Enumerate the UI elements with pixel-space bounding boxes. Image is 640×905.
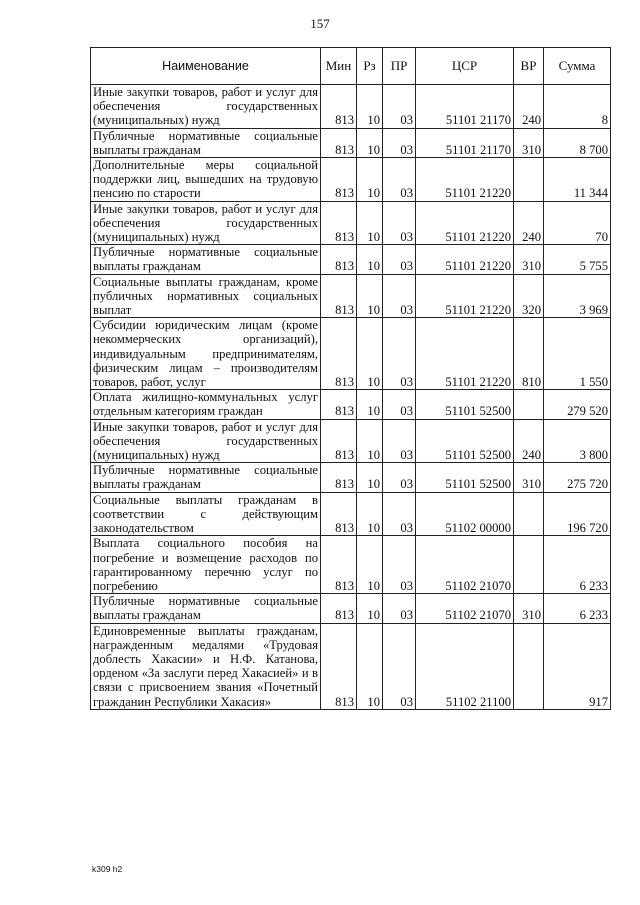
table-row <box>91 594 611 623</box>
row-csr: 51101 52500 <box>416 463 514 492</box>
row-sum: 196 720 <box>544 492 611 536</box>
row-name: Дополнительные меры социальной поддержки лиц, вышедших на трудовую пенсию по старости <box>91 158 321 202</box>
table-row <box>91 201 611 245</box>
row-rz: 10 <box>357 594 383 623</box>
row-vr <box>514 158 544 202</box>
row-pr: 03 <box>383 536 416 594</box>
row-sum: 279 520 <box>544 390 611 419</box>
row-csr: 51101 21170 <box>416 85 514 129</box>
row-pr: 03 <box>383 594 416 623</box>
table-row <box>91 245 611 274</box>
row-name: Иные закупки товаров, работ и услуг для обеспечения государственных (муниципальных) нужд <box>91 201 321 245</box>
row-min: 813 <box>321 245 357 274</box>
row-sum: 3 969 <box>544 274 611 318</box>
row-csr: 51102 21070 <box>416 594 514 623</box>
row-rz: 10 <box>357 245 383 274</box>
header-sum: Сумма <box>544 48 611 85</box>
row-name: Оплата жилищно-коммунальных услуг отдельным категориям граждан <box>91 390 321 419</box>
row-pr: 03 <box>383 318 416 390</box>
table-row <box>91 536 611 594</box>
row-min: 813 <box>321 85 357 129</box>
header-rz: Рз <box>357 48 383 85</box>
row-pr: 03 <box>383 390 416 419</box>
row-name: Иные закупки товаров, работ и услуг для обеспечения государственных (муниципальных) нужд <box>91 85 321 129</box>
row-name: Публичные нормативные социальные выплаты гражданам <box>91 594 321 623</box>
table-row <box>91 390 611 419</box>
row-rz: 10 <box>357 463 383 492</box>
row-csr: 51101 21170 <box>416 128 514 157</box>
row-pr: 03 <box>383 463 416 492</box>
row-min: 813 <box>321 419 357 463</box>
table-row <box>91 274 611 318</box>
row-rz: 10 <box>357 390 383 419</box>
row-name: Публичные нормативные социальные выплаты гражданам <box>91 245 321 274</box>
row-name: Иные закупки товаров, работ и услуг для обеспечения государственных (муниципальных) нужд <box>91 419 321 463</box>
row-csr: 51101 21220 <box>416 245 514 274</box>
row-csr: 51101 21220 <box>416 318 514 390</box>
row-rz: 10 <box>357 274 383 318</box>
row-name: Социальные выплаты гражданам, кроме публичных нормативных социальных выплат <box>91 274 321 318</box>
row-vr: 310 <box>514 594 544 623</box>
row-sum: 70 <box>544 201 611 245</box>
row-sum: 6 233 <box>544 594 611 623</box>
row-vr: 310 <box>514 463 544 492</box>
row-name: Выплата социального пособия на погребение и возмещение расходов по гарантированному перечню услуг по погребению <box>91 536 321 594</box>
row-min: 813 <box>321 594 357 623</box>
row-vr: 810 <box>514 318 544 390</box>
row-name: Публичные нормативные социальные выплаты гражданам <box>91 463 321 492</box>
row-min: 813 <box>321 536 357 594</box>
row-pr: 03 <box>383 201 416 245</box>
row-rz: 10 <box>357 201 383 245</box>
row-vr: 240 <box>514 85 544 129</box>
row-pr: 03 <box>383 128 416 157</box>
table-row <box>91 128 611 157</box>
row-rz: 10 <box>357 419 383 463</box>
row-csr: 51102 21100 <box>416 623 514 709</box>
row-vr: 240 <box>514 419 544 463</box>
row-rz: 10 <box>357 128 383 157</box>
row-min: 813 <box>321 463 357 492</box>
table-row <box>91 318 611 390</box>
row-name: Социальные выплаты гражданам в соответствии с действующим законодательством <box>91 492 321 536</box>
row-sum: 5 755 <box>544 245 611 274</box>
table-row <box>91 492 611 536</box>
row-pr: 03 <box>383 419 416 463</box>
row-csr: 51101 52500 <box>416 419 514 463</box>
row-min: 813 <box>321 318 357 390</box>
table-header-row <box>91 48 611 85</box>
row-csr: 51102 00000 <box>416 492 514 536</box>
row-pr: 03 <box>383 85 416 129</box>
page-number: 157 <box>310 16 330 31</box>
row-sum: 11 344 <box>544 158 611 202</box>
row-rz: 10 <box>357 623 383 709</box>
row-sum: 6 233 <box>544 536 611 594</box>
row-pr: 03 <box>383 274 416 318</box>
row-vr <box>514 536 544 594</box>
row-min: 813 <box>321 390 357 419</box>
row-sum: 8 <box>544 85 611 129</box>
row-rz: 10 <box>357 536 383 594</box>
row-csr: 51102 21070 <box>416 536 514 594</box>
row-pr: 03 <box>383 245 416 274</box>
row-sum: 1 550 <box>544 318 611 390</box>
row-csr: 51101 21220 <box>416 158 514 202</box>
row-pr: 03 <box>383 492 416 536</box>
row-min: 813 <box>321 201 357 245</box>
row-vr: 310 <box>514 245 544 274</box>
row-min: 813 <box>321 158 357 202</box>
row-sum: 8 700 <box>544 128 611 157</box>
row-csr: 51101 21220 <box>416 274 514 318</box>
row-csr: 51101 21220 <box>416 201 514 245</box>
row-vr <box>514 492 544 536</box>
budget-table <box>90 47 611 710</box>
table-row <box>91 623 611 709</box>
row-vr: 320 <box>514 274 544 318</box>
row-sum: 275 720 <box>544 463 611 492</box>
row-vr: 310 <box>514 128 544 157</box>
row-sum: 917 <box>544 623 611 709</box>
row-vr <box>514 390 544 419</box>
row-name: Единовременные выплаты гражданам, награжденным медалями «Трудовая доблесть Хакасии» и Н.Ф. Катанова, орденом «За заслуги перед Хакасией» и в связи с присвоением звания «Почетный гражданин Республики Хакасия» <box>91 623 321 709</box>
row-sum: 3 800 <box>544 419 611 463</box>
row-rz: 10 <box>357 85 383 129</box>
row-csr: 51101 52500 <box>416 390 514 419</box>
row-name: Публичные нормативные социальные выплаты гражданам <box>91 128 321 157</box>
row-vr <box>514 623 544 709</box>
row-rz: 10 <box>357 492 383 536</box>
row-name: Субсидии юридическим лицам (кроме некоммерческих организаций), индивидуальным предпринимателям, физическим лицам – производителям товаров, работ, услуг <box>91 318 321 390</box>
header-min: Мин <box>321 48 357 85</box>
row-rz: 10 <box>357 158 383 202</box>
header-pr: ПР <box>383 48 416 85</box>
header-csr: ЦСР <box>416 48 514 85</box>
table-row <box>91 419 611 463</box>
header-vr: ВР <box>514 48 544 85</box>
row-min: 813 <box>321 623 357 709</box>
row-min: 813 <box>321 492 357 536</box>
table-row <box>91 85 611 129</box>
table-row <box>91 158 611 202</box>
row-pr: 03 <box>383 158 416 202</box>
row-pr: 03 <box>383 623 416 709</box>
row-vr: 240 <box>514 201 544 245</box>
footer-code: k309 h2 <box>92 864 123 874</box>
row-rz: 10 <box>357 318 383 390</box>
row-min: 813 <box>321 128 357 157</box>
header-name: Наименование <box>91 48 321 85</box>
table-row <box>91 463 611 492</box>
row-min: 813 <box>321 274 357 318</box>
